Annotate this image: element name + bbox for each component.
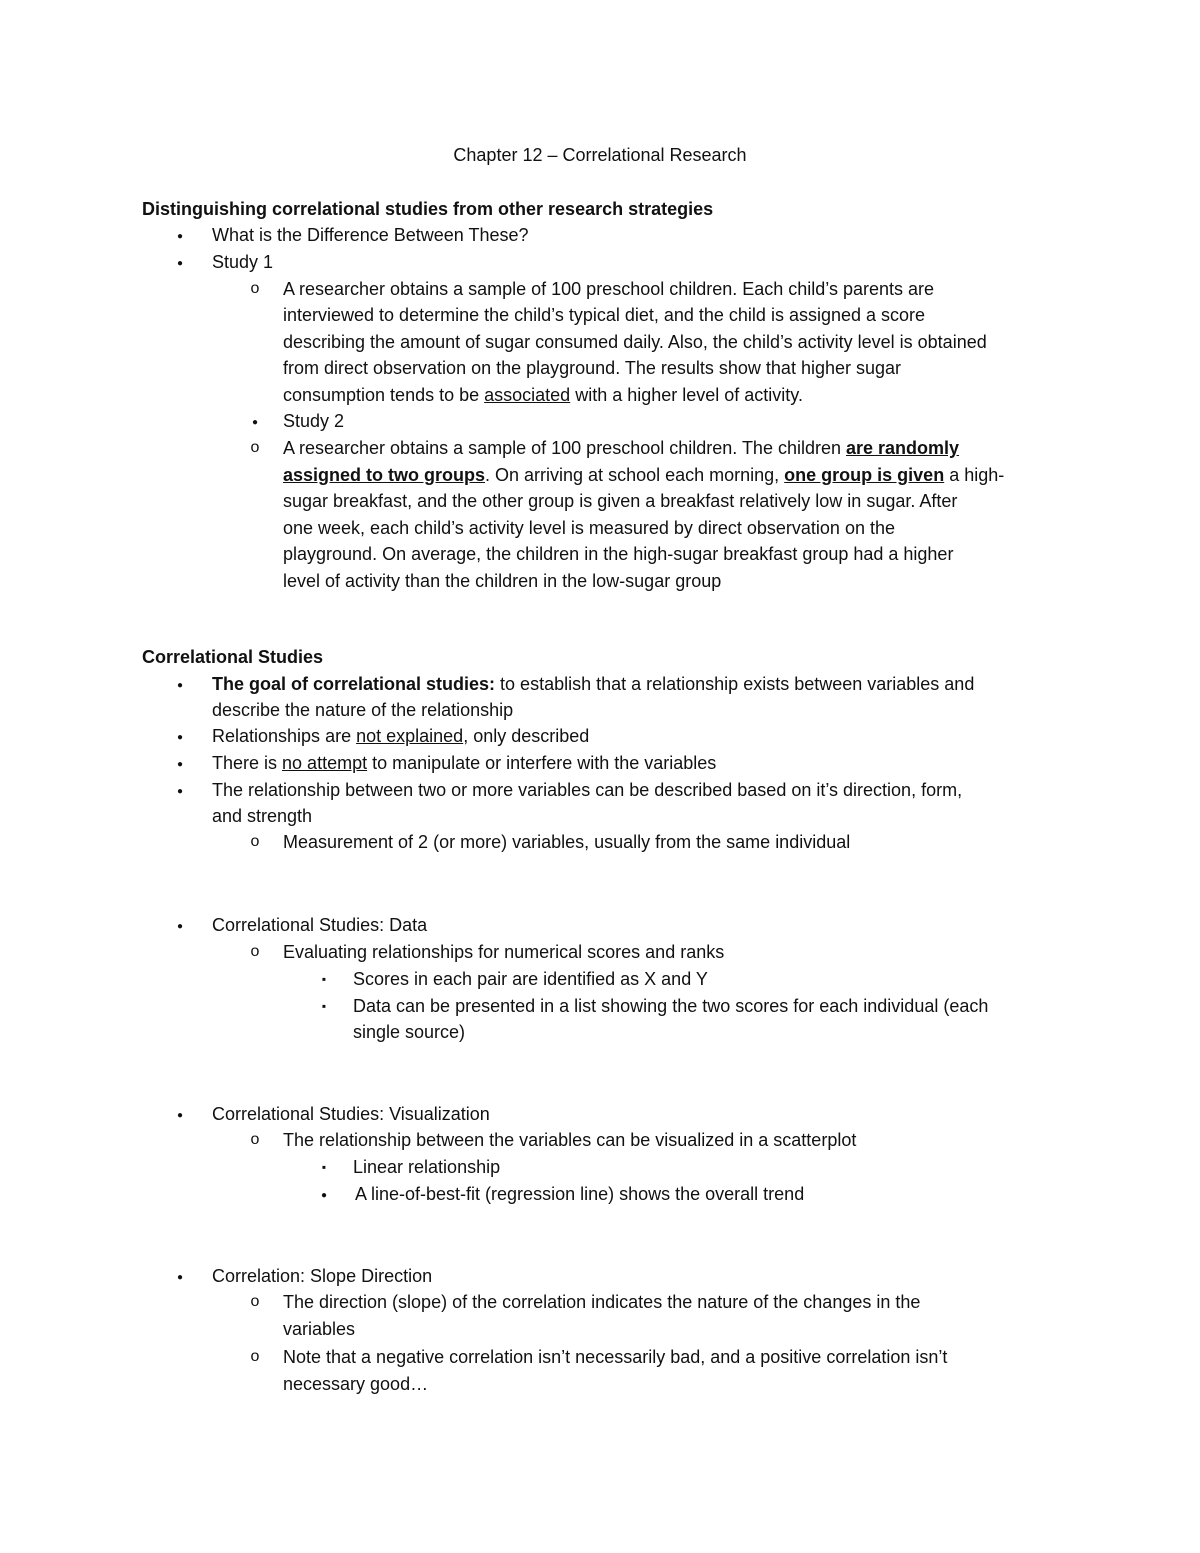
- text-run: There is: [212, 753, 283, 773]
- bullet-disc: [314, 1181, 334, 1209]
- study1-line: from direct observation on the playground. The results show that higher sugar: [283, 358, 902, 378]
- sub-direction: The direction (slope) of the correlation indicates the nature of the changes in the: [283, 1292, 921, 1312]
- text-run: a high-: [944, 465, 1005, 485]
- bullet-square: [314, 993, 334, 1019]
- sub-note: Note that a negative correlation isn’t necessarily bad, and a positive correlation isn’t: [283, 1347, 948, 1367]
- bullet-disc: [245, 408, 265, 436]
- text-run: A researcher obtains a sample of 100 preschool children. The children: [283, 438, 846, 458]
- text-run: to establish that a relationship exists between variables and: [495, 674, 975, 694]
- text-run: with a higher level of activity.: [570, 385, 803, 405]
- sub-note-line2: necessary good…: [283, 1374, 429, 1394]
- item-presented-line2: single source): [353, 1022, 466, 1042]
- bullet-disc: [170, 1263, 190, 1291]
- study1-line: describing the amount of sugar consumed daily. Also, the child’s activity level is obtained: [283, 332, 987, 352]
- study2-line: [283, 462, 1004, 488]
- bullet-disc: [170, 750, 190, 778]
- bullet-goal-line2: describe the nature of the relationship: [212, 700, 514, 720]
- text-run: , only described: [463, 726, 590, 746]
- sub-direction-line2: variables: [283, 1319, 356, 1339]
- bullet-study2: Study 2: [283, 411, 345, 431]
- bullet-disc: [170, 723, 190, 751]
- section-heading-distinguishing: Distinguishing correlational studies from other research strategies: [142, 199, 714, 219]
- sub-scatterplot: The relationship between the variables can be visualized in a scatterplot: [283, 1130, 857, 1150]
- bullet-circle: [245, 1289, 265, 1315]
- study1-line: interviewed to determine the child’s typical diet, and the child is assigned a score: [283, 305, 926, 325]
- bullet-square: [314, 1154, 334, 1180]
- item-linear: Linear relationship: [353, 1157, 501, 1177]
- page-title: Chapter 12 – Correlational Research: [453, 145, 747, 165]
- underlined-no-attempt: no attempt: [282, 753, 368, 773]
- text-run: . On arriving at school each morning,: [485, 465, 785, 485]
- bullet-visualization: Correlational Studies: Visualization: [212, 1104, 490, 1124]
- bullet-study1: Study 1: [212, 252, 274, 272]
- underlined-not-explained: not explained: [356, 726, 464, 746]
- study2-line: playground. On average, the children in the high-sugar breakfast group had a higher: [283, 544, 954, 564]
- sub-evaluating: Evaluating relationships for numerical scores and ranks: [283, 942, 725, 962]
- bullet-relationships: [212, 723, 589, 749]
- bullet-disc: [170, 671, 190, 699]
- emphasis-randomly: are randomly: [846, 438, 960, 458]
- bullet-disc: [170, 249, 190, 277]
- bullet-slope: Correlation: Slope Direction: [212, 1266, 433, 1286]
- bullet-disc: [170, 912, 190, 940]
- emphasis-group-given: one group is given: [784, 465, 945, 485]
- bullet-square: [314, 966, 334, 992]
- bullet-circle: [245, 1344, 265, 1370]
- section-heading-correlational: Correlational Studies: [142, 647, 324, 667]
- bullet-goal: [212, 671, 974, 697]
- item-best-fit: A line-of-best-fit (regression line) shows the overall trend: [355, 1184, 805, 1204]
- study1-line-last: [283, 382, 803, 408]
- bullet-disc: [170, 777, 190, 805]
- goal-label: The goal of correlational studies:: [212, 674, 496, 694]
- study1-line: A researcher obtains a sample of 100 preschool children. Each child’s parents are: [283, 279, 935, 299]
- bullet-described-line2: and strength: [212, 806, 313, 826]
- bullet-no-attempt: [212, 750, 716, 776]
- text-run: consumption tends to be: [283, 385, 485, 405]
- bullet-difference: What is the Difference Between These?: [212, 225, 529, 245]
- bullet-data: Correlational Studies: Data: [212, 915, 428, 935]
- bullet-disc: [170, 1101, 190, 1129]
- text-run: Relationships are: [212, 726, 357, 746]
- text-run: to manipulate or interfere with the variables: [367, 753, 717, 773]
- study2-line: level of activity than the children in the low-sugar group: [283, 571, 722, 591]
- item-presented: Data can be presented in a list showing the two scores for each individual (each: [353, 996, 989, 1016]
- bullet-circle: [245, 1127, 265, 1153]
- bullet-circle: [245, 829, 265, 855]
- bullet-described: The relationship between two or more variables can be described based on it’s direction, form,: [212, 780, 963, 800]
- study2-line: sugar breakfast, and the other group is given a breakfast relatively low in sugar. After: [283, 491, 958, 511]
- bullet-disc: [170, 222, 190, 250]
- bullet-circle: [245, 276, 265, 302]
- bullet-circle: [245, 939, 265, 965]
- emphasis-two-groups: assigned to two groups: [283, 465, 486, 485]
- sub-measurement: Measurement of 2 (or more) variables, usually from the same individual: [283, 832, 851, 852]
- item-scores: Scores in each pair are identified as X and Y: [353, 969, 708, 989]
- study2-line: [283, 435, 959, 461]
- underlined-associated: associated: [484, 385, 571, 405]
- bullet-circle: [245, 435, 265, 461]
- study2-line: one week, each child’s activity level is measured by direct observation on the: [283, 518, 895, 538]
